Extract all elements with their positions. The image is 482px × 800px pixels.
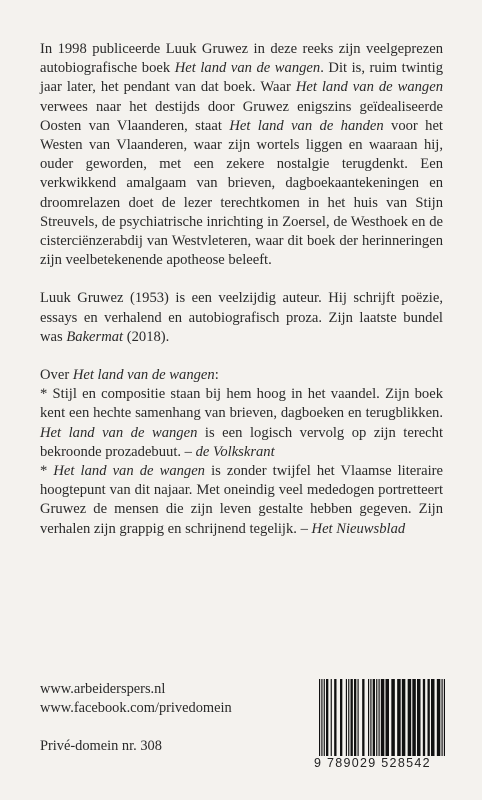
book-title: Bakermat xyxy=(66,328,124,345)
barcode-bar xyxy=(340,679,342,757)
barcode-bar xyxy=(368,679,369,757)
author-bio xyxy=(40,289,443,347)
barcode-bar xyxy=(373,679,375,757)
book-title: Het land van de handen xyxy=(229,117,384,134)
intro-text: . Dit is, ruim twintig jaar later, het pendant van dat boek. Waar xyxy=(40,60,444,96)
reviews-heading-text: : xyxy=(214,367,219,384)
barcode-bar xyxy=(319,679,320,757)
intro-paragraph xyxy=(40,40,443,270)
barcode-bar xyxy=(331,679,332,757)
barcode-number: 9 789029 528542 xyxy=(314,756,450,770)
intro-text: voor het Westen van Vlaanderen, waar zijn wortels liggen en waaraan hij, ouder geworden, met een zekere nostalgie terugdenkt. Een verkwikkend amalgaam van brieven, dagboekaantekeningen en droomrelazen doet de lezer terechtkomen in het huis van Stijn Streuvels, de psychiatrische inrichting in Zoersel, de Westhoek en de cisterciënzerabdij van Westvleteren, waar dit boek der herinneringen zijn veelbetekenende apotheose beleeft. xyxy=(40,117,443,269)
intro-text: In 1998 publiceerde Luuk Gruwez in deze reeks zijn veelgeprezen autobiografische boek xyxy=(40,41,443,77)
barcode-bar xyxy=(346,679,347,757)
barcode-bar xyxy=(386,679,390,757)
review-source: – de Volkskrant xyxy=(184,443,275,460)
review-quote xyxy=(40,385,443,462)
barcode-bar xyxy=(379,679,380,757)
review-text: * xyxy=(40,463,54,480)
barcode-bar xyxy=(358,679,359,757)
reviews-heading-text: Over xyxy=(40,367,73,384)
barcode-bar xyxy=(444,679,445,757)
barcode-bar xyxy=(437,679,441,757)
barcode-bar xyxy=(321,679,322,757)
barcode-bar xyxy=(417,679,421,757)
author-text: (2018). xyxy=(123,328,170,345)
barcode-bar xyxy=(376,679,377,757)
intro-text: verwees naar het destijds door Gruwez enigszins geïdealiseerde Oosten van Vlaanderen, staat xyxy=(40,98,443,134)
reviews-section xyxy=(40,366,443,539)
barcode-bar xyxy=(412,679,416,757)
barcode-bar xyxy=(326,679,328,757)
author-text: Luuk Gruwez (1953) is een veelzijdig auteur. Hij schrijft poëzie, essays en verhalend en autobiografisch proza. Zijn laatste bundel was xyxy=(40,290,443,345)
barcode-bar xyxy=(397,679,401,757)
barcode-bar xyxy=(391,679,395,757)
website-link[interactable]: www.arbeiderspers.nl xyxy=(40,681,166,697)
book-title: Het land van de wangen xyxy=(295,79,443,96)
book-title: Het land van de wangen xyxy=(174,60,321,77)
barcode-bar xyxy=(348,679,349,757)
reviews-heading xyxy=(40,366,443,385)
book-title: Het land van de wangen xyxy=(40,424,198,441)
barcode-bar xyxy=(408,679,412,757)
series-number: Privé-domein nr. 308 xyxy=(40,738,162,754)
review-text: * Stijl en compositie staan bij hem hoog in het vaandel. Zijn boek kent een hechte samenhang van brieven, dagboeken en terugblikken. xyxy=(40,386,443,422)
barcode-bar xyxy=(351,679,353,757)
barcode-bar xyxy=(381,679,385,757)
barcode-bar xyxy=(402,679,406,757)
barcode-bar xyxy=(428,679,430,757)
review-quote xyxy=(40,462,443,539)
barcode-bars xyxy=(317,679,447,757)
publisher-footer xyxy=(40,680,232,756)
review-text: is een logisch vervolg op zijn terecht bekroonde prozadebuut. xyxy=(40,424,444,460)
review-source: – Het Nieuwsblad xyxy=(300,520,406,537)
book-title: Het land van de wangen xyxy=(72,367,215,384)
barcode-bar xyxy=(423,679,425,757)
barcode-bar xyxy=(334,679,336,757)
barcode-bar xyxy=(442,679,443,757)
back-cover-text xyxy=(40,40,443,539)
barcode-bar xyxy=(370,679,371,757)
barcode-bar xyxy=(354,679,356,757)
facebook-link[interactable]: www.facebook.com/privedomein xyxy=(40,700,232,716)
barcode-bar xyxy=(431,679,435,757)
barcode-bar xyxy=(324,679,325,757)
barcode-bar xyxy=(362,679,364,757)
book-title: Het land van de wangen xyxy=(53,463,205,480)
review-text: is zonder twijfel het Vlaamse literaire hoogtepunt van dit najaar. Met oneindig veel mededogen portretteert Gruwez de mensen die zijn leven gestalte hebben gegeven. Zijn verhalen zijn grappig en schrijnend tegelijk. xyxy=(40,463,444,537)
